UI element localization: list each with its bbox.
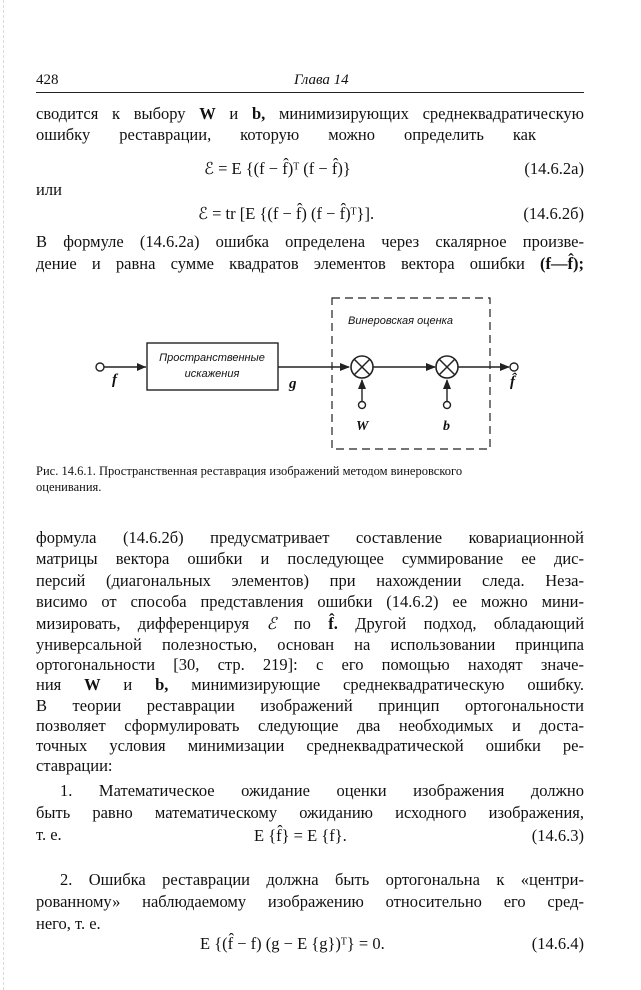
equation-14-6-2b: ℰ = tr [E {(f − f̂) (f − f̂)ᵀ}]. (198, 204, 375, 223)
text-line-p1a: В формуле (14.6.2а) ошибка определена через скалярное произве- (36, 232, 584, 251)
text-line-p2c: персий (диагональных элементов) при нахождении следа. Неза- (36, 571, 584, 590)
input-arrow (137, 363, 146, 371)
text-line-c1c: т. е. (36, 825, 62, 844)
figure-caption-1: Рис. 14.6.1. Пространственная реставрация изображений методом винеровского (36, 464, 463, 478)
distortion-label-1: Пространственные (159, 352, 265, 364)
distortion-box (147, 343, 278, 390)
b-terminal (444, 402, 451, 409)
text-line-p2k: точных условия минимизации среднеквадратической ошибки ре- (36, 736, 584, 755)
signal-g-arrow (340, 363, 350, 371)
b-arrow (443, 379, 451, 389)
equation-number-14-6-3: (14.6.3) (531, 826, 584, 845)
text-line-1: сводится к выбору W и b, минимизирующих среднеквадратическую (36, 104, 585, 123)
text-line-p2h: ния W и b, минимизирующие среднеквадратическую ошибку. (36, 675, 585, 694)
signal-g-label: g (289, 376, 297, 392)
input-b-label: b (443, 419, 450, 434)
equation-14-6-2a: ℰ = E {(f − f̂)ᵀ (f − f̂)} (204, 159, 351, 178)
text-line-p1b: дение и равна сумме квадратов элементов вектора ошибки (f—f̂); (36, 254, 584, 273)
distortion-label-2: искажения (184, 368, 240, 380)
text-line-2: ошибку реставрации, которую можно определить как (36, 125, 536, 144)
text-line-p2d: висимо от способа представления ошибки (14.6.2) ее можно мини- (36, 592, 584, 611)
text-line-c1b: быть равно математическому ожиданию исходного изображения, (36, 803, 584, 822)
equation-14-6-3: E {f̂} = E {f}. (254, 826, 347, 845)
text-line-p2l: ставрации: (36, 756, 113, 775)
page-number: 428 (36, 72, 59, 88)
input-w-label: W (356, 419, 369, 434)
link-arrow (426, 363, 436, 371)
text-line-p2j: позволяет сформулировать следующие два необходимых и доста- (36, 716, 584, 735)
w-arrow (358, 379, 366, 389)
text-line-c2b: рованному» наблюдаемому изображению относительно его сред- (36, 892, 584, 911)
input-terminal (96, 363, 104, 371)
text-line-c2c: него, т. е. (36, 914, 101, 933)
text-line-p2a: формула (14.6.2б) предусматривает составление ковариационной (36, 528, 584, 547)
equation-number-14-6-2b: (14.6.2б) (523, 204, 584, 223)
wiener-label: Винеровская оценка (348, 315, 453, 327)
text-line-c2a: 2. Ошибка реставрации должна быть ортогональна к «центри- (60, 870, 584, 889)
output-terminal (510, 363, 518, 371)
equation-number-14-6-2a: (14.6.2а) (524, 159, 584, 178)
equation-number-14-6-4: (14.6.4) (531, 934, 584, 953)
equation-14-6-4: E {(f̂ − f) (g − E {g})ᵀ} = 0. (200, 934, 385, 953)
w-terminal (359, 402, 366, 409)
output-arrow (500, 363, 510, 371)
text-line-p2b: матрицы вектора ошибки и последующее суммирование ее дис- (36, 549, 584, 568)
input-f-label: f (112, 372, 117, 388)
text-line-p2g: ортогональности [30, стр. 219]: с его помощью находят значе- (36, 655, 584, 674)
text-line-p2i: В теории реставрации изображений принцип ортогональности (36, 696, 584, 715)
text-line-c1a: 1. Математическое ожидание оценки изображения должно (60, 781, 584, 800)
figure-caption-2: оценивания. (36, 480, 102, 494)
text-line-p2e: мизировать, дифференцируя ℰ по f̂. Другой подход, обладающий (36, 614, 585, 633)
text-or: или (36, 180, 62, 199)
text-line-p2f: универсальной полезностью, основан на использовании принципа (36, 635, 584, 654)
chapter-title: Глава 14 (294, 72, 349, 88)
output-fhat-label: f̂ (510, 374, 515, 390)
